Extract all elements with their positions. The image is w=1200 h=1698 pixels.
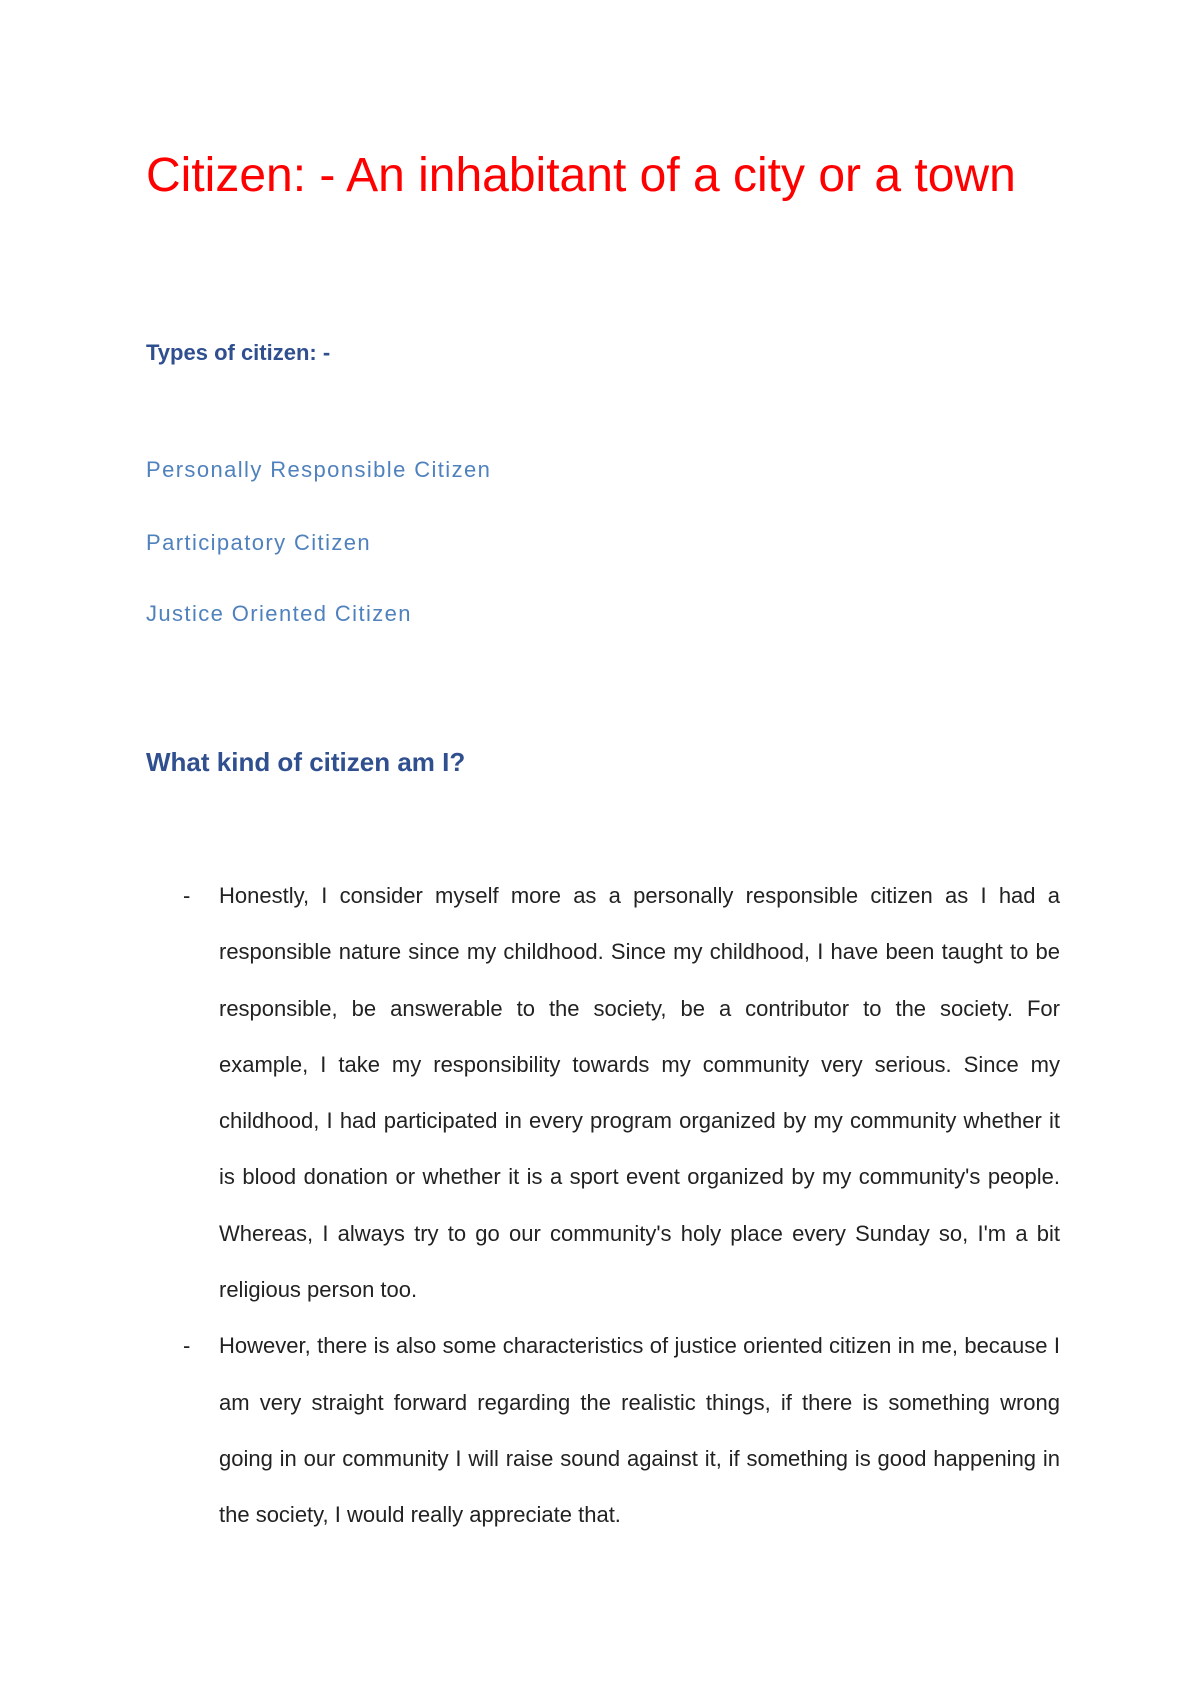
answer-list <box>146 868 1060 1544</box>
citizen-type-item: Participatory Citizen <box>146 530 372 555</box>
bullet-dash: - <box>183 883 191 908</box>
citizen-type-item: Justice Oriented Citizen <box>146 601 412 626</box>
bullet-dash: - <box>183 1333 191 1359</box>
document-title: Citizen: - An inhabitant of a city or a town <box>146 149 1016 202</box>
types-heading: Types of citizen: - <box>146 340 331 365</box>
section-heading: What kind of citizen am I? <box>146 747 466 777</box>
answer-item <box>146 1318 1060 1543</box>
answer-item <box>146 868 1060 1318</box>
citizen-type-item: Personally Responsible Citizen <box>146 457 492 482</box>
answer-paragraph: However, there is also some characteristics of justice oriented citizen in me, because I am very straight forward regarding the realistic things, if there is something wrong going in our community I will raise sound against it, if something is good happening in the society, I would really appreciate that. <box>219 1333 1060 1528</box>
answer-paragraph: Honestly, I consider myself more as a personally responsible citizen as I had a responsible nature since my childhood. Since my childhood, I have been taught to be responsible, be answerable to the society, be a contributor to the society. For example, I take my responsibility towards my community very serious. Since my childhood, I had participated in every program organized by my community whether it is blood donation or whether it is a sport event organized by my community's people. Whereas, I always try to go our community's holy place every Sunday so, I'm a bit religious person too. <box>219 883 1060 1303</box>
